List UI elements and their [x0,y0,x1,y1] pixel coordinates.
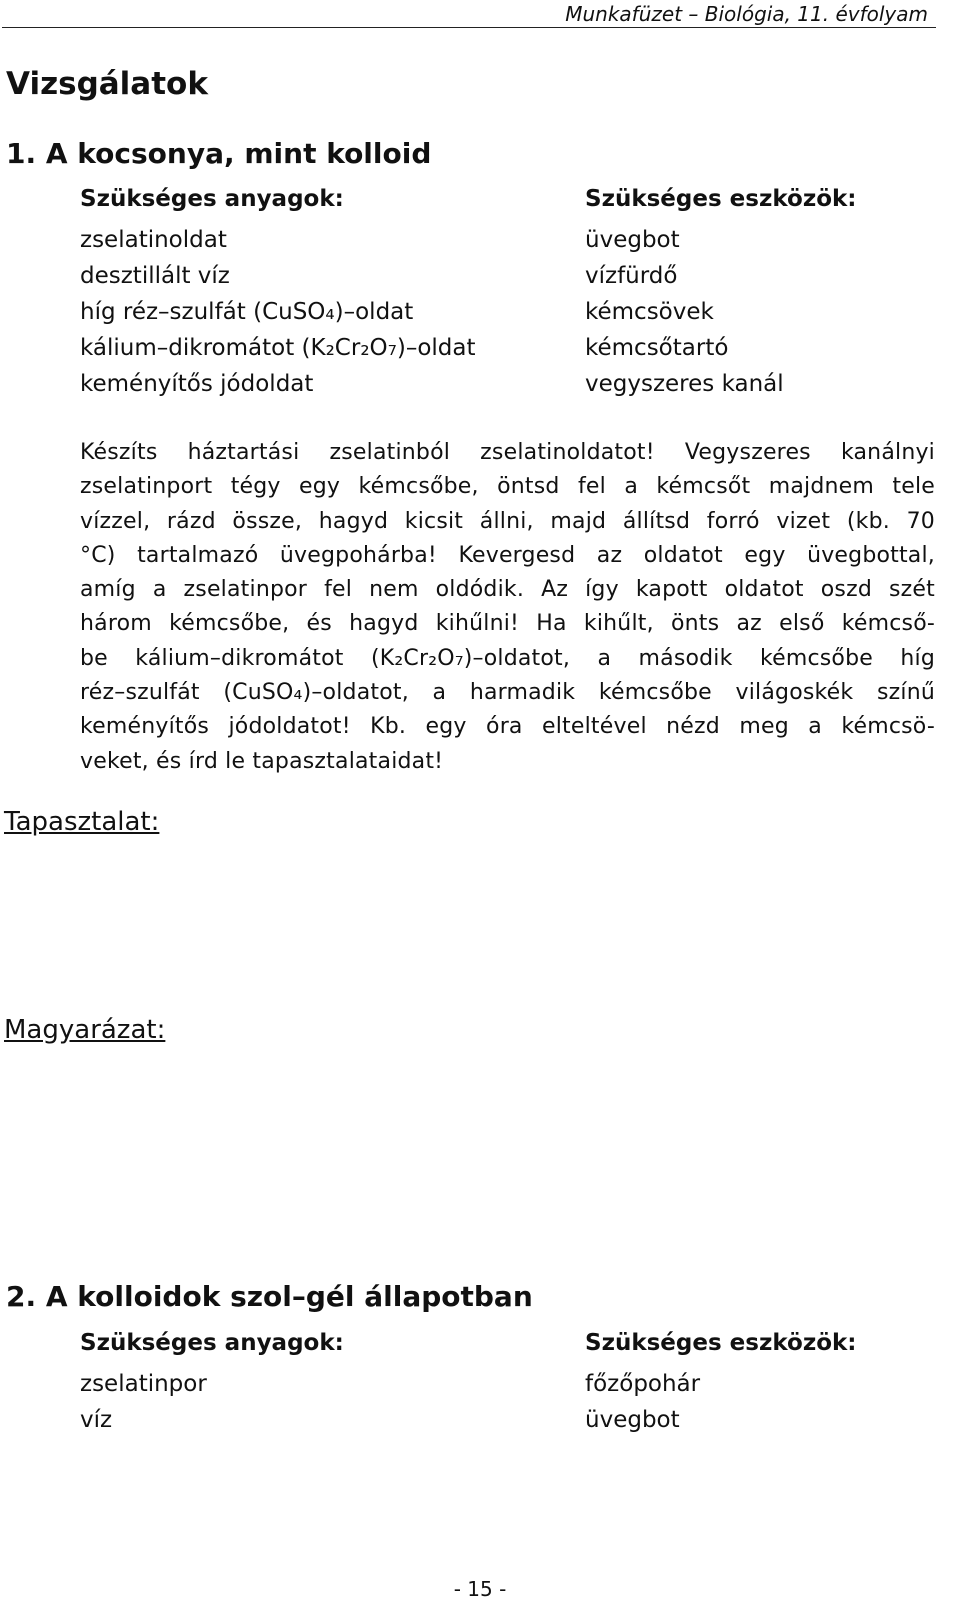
material-item: desztillált víz [80,263,230,289]
running-title: Munkafüzet – Biológia, 11. évfolyam [565,2,928,26]
explanation-label: Magyarázat: [4,1015,166,1045]
materials-heading: Szükséges anyagok: [80,186,344,212]
instruction-line: °C) tartalmazó üvegpohárba! Kevergesd az oldatot egy üvegbottal, [80,542,935,568]
observation-label: Tapasztalat: [4,807,160,837]
materials-heading: Szükséges anyagok: [80,1330,344,1356]
instruction-line: három kémcsőbe, és hagyd kihűlni! Ha kihűlt, önts az első kémcső- [80,611,935,637]
experiment-2-tools [585,1328,925,1438]
tool-item: vegyszeres kanál [585,371,784,397]
page-header [0,0,960,30]
experiment-2-materials [80,1328,540,1438]
tool-item: kémcsőtartó [585,335,729,361]
section-title: Vizsgálatok [6,66,208,102]
experiment-1-materials [80,184,540,402]
material-item: kálium–dikromátot (K₂Cr₂O₇)–oldat [80,335,476,361]
tool-item: főzőpohár [585,1371,701,1397]
tools-heading: Szükséges eszközök: [585,186,857,212]
material-item: zselatinpor [80,1371,207,1397]
experiment-1-instructions [80,436,935,779]
tool-item: kémcsövek [585,299,714,325]
tools-heading: Szükséges eszközök: [585,1330,857,1356]
instruction-line: vízzel, rázd össze, hagyd kicsit állni, majd állítsd forró vizet (kb. 70 [80,508,935,534]
material-item: keményítős jódoldat [80,371,314,397]
instruction-line: Készíts háztartási zselatinból zselatinoldatot! Vegyszeres kanálnyi [80,440,935,465]
tool-item: üvegbot [585,1407,680,1433]
instruction-line: zselatinport tégy egy kémcsőbe, öntsd fel a kémcsőt majdnem tele [80,474,935,500]
instruction-line: be kálium–dikromátot (K₂Cr₂O₇)–oldatot, a második kémcsőbe híg [80,645,935,671]
tool-item: üvegbot [585,227,680,253]
material-item: híg réz–szulfát (CuSO₄)–oldat [80,299,414,325]
experiment-1-tools [585,184,925,402]
instruction-line: veket, és írd le tapasztalataidat! [80,748,444,774]
tool-item: vízfürdő [585,263,678,289]
experiment-2-title: 2. A kolloidok szol–gél állapotban [6,1280,533,1313]
experiment-1-title: 1. A kocsonya, mint kolloid [6,137,432,170]
instruction-line: amíg a zselatinpor fel nem oldódik. Az így kapott oldatot oszd szét [80,577,935,603]
instruction-line: réz–szulfát (CuSO₄)–oldatot, a harmadik kémcsőbe világoskék színű [80,680,935,706]
instruction-line: keményítős jódoldatot! Kb. egy óra elteltével nézd meg a kémcsö- [80,714,935,740]
header-rule [2,27,936,28]
material-item: zselatinoldat [80,227,227,253]
page-number: - 15 - [453,1577,507,1601]
material-item: víz [80,1407,113,1433]
